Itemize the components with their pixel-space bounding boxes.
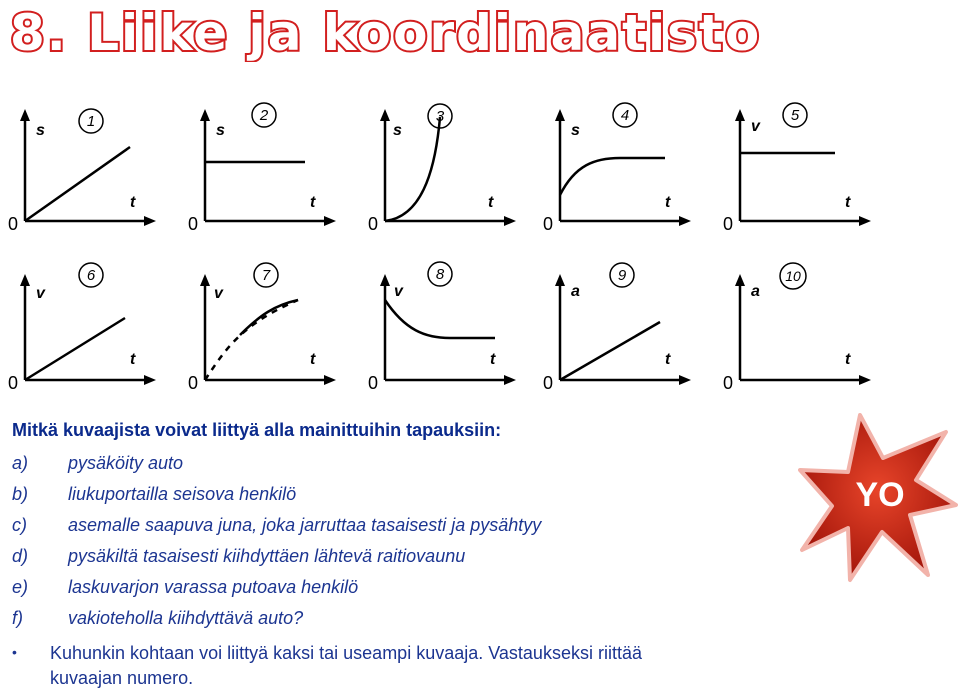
- x-axis-label: t: [310, 351, 316, 368]
- x-axis-label: t: [310, 194, 316, 211]
- title-text: 8. Liike ja koordinaatisto: [10, 4, 762, 62]
- option-key: f): [12, 608, 23, 628]
- y-axis-arrow: [555, 274, 565, 286]
- graph-number: 10: [785, 268, 801, 284]
- option-key: b): [12, 484, 29, 504]
- x-axis-arrow: [144, 375, 156, 385]
- x-axis-label: t: [490, 351, 496, 368]
- bullet-icon: •: [12, 644, 17, 660]
- graph-7: [180, 260, 340, 420]
- yo-badge: [798, 410, 958, 585]
- y-axis-label: s: [571, 122, 580, 139]
- x-axis-label: t: [130, 351, 136, 368]
- graph-number: 4: [620, 107, 630, 124]
- graph-number: 5: [790, 107, 800, 124]
- graph-number: 9: [617, 267, 627, 284]
- x-axis-arrow: [144, 216, 156, 226]
- note-continuation: [50, 668, 193, 689]
- graph-number: 6: [86, 267, 96, 284]
- y-axis-arrow: [735, 274, 745, 286]
- x-axis-label: t: [665, 351, 671, 368]
- option-text: liukuportailla seisova henkilö: [68, 484, 297, 504]
- note-bullet-item: [12, 643, 642, 664]
- graph-6: [0, 260, 160, 420]
- x-axis-arrow: [859, 375, 871, 385]
- option-key: d): [12, 546, 29, 566]
- option-e: [12, 577, 358, 598]
- y-axis-label: v: [214, 285, 223, 302]
- y-axis-arrow: [20, 109, 30, 121]
- y-axis-arrow: [200, 274, 210, 286]
- origin-label: 0: [543, 214, 554, 234]
- option-text: pysäköity auto: [68, 453, 184, 473]
- x-axis-label: t: [130, 194, 136, 211]
- x-axis-arrow: [324, 375, 336, 385]
- graph-1: [0, 95, 160, 255]
- y-axis-label: s: [393, 122, 402, 139]
- y-axis-label: a: [571, 283, 580, 300]
- question-heading: Mitkä kuvaajista voivat liittyä alla mainittuihin tapauksiin:: [12, 420, 502, 440]
- option-text: laskuvarjon varassa putoava henkilö: [68, 577, 359, 597]
- x-axis-label: t: [845, 194, 851, 211]
- origin-label: 0: [8, 214, 19, 234]
- option-key: a): [12, 453, 29, 473]
- option-c: [12, 515, 541, 536]
- x-axis-label: t: [488, 194, 494, 211]
- y-axis-label: s: [36, 122, 45, 139]
- x-axis-arrow: [679, 216, 691, 226]
- origin-label: 0: [723, 214, 734, 234]
- option-d: [12, 546, 465, 567]
- graph-number: 1: [86, 113, 96, 130]
- option-key: c): [12, 515, 27, 535]
- x-axis-arrow: [504, 375, 516, 385]
- x-axis-arrow: [679, 375, 691, 385]
- y-axis-arrow: [735, 109, 745, 121]
- x-axis-label: t: [665, 194, 671, 211]
- y-axis-arrow: [200, 109, 210, 121]
- x-axis-arrow: [324, 216, 336, 226]
- y-axis-label: a: [751, 283, 760, 300]
- graph-10: [715, 260, 875, 420]
- origin-label: 0: [188, 214, 199, 234]
- y-axis-arrow: [380, 109, 390, 121]
- origin-label: 0: [188, 373, 199, 393]
- origin-label: 0: [723, 373, 734, 393]
- option-f: [12, 608, 303, 629]
- note-line-1: Kuhunkin kohtaan voi liittyä kaksi tai useampi kuvaaja. Vastaukseksi riittää: [50, 643, 642, 663]
- graph-3: [360, 95, 520, 255]
- y-axis-label: s: [216, 122, 225, 139]
- page-title: [6, 0, 886, 62]
- graph-9: [535, 260, 695, 420]
- y-axis-label: v: [394, 283, 403, 300]
- y-axis-label: v: [751, 118, 760, 135]
- x-axis-arrow: [504, 216, 516, 226]
- graph-8: [360, 260, 520, 420]
- option-key: e): [12, 577, 29, 597]
- origin-label: 0: [368, 373, 379, 393]
- graph-4: [535, 95, 695, 255]
- origin-label: 0: [368, 214, 379, 234]
- graph-number: 3: [435, 108, 445, 125]
- x-axis-label: t: [845, 351, 851, 368]
- x-axis-arrow: [859, 216, 871, 226]
- y-axis-arrow: [380, 274, 390, 286]
- graph-5: [715, 95, 875, 255]
- y-axis-label: v: [36, 285, 45, 302]
- note-line-2: kuvaajan numero.: [50, 668, 194, 688]
- option-text: vakioteholla kiihdyttävä auto?: [68, 608, 304, 628]
- origin-label: 0: [8, 373, 19, 393]
- y-axis-arrow: [20, 274, 30, 286]
- graph-number: 8: [435, 266, 445, 283]
- graph-2: [180, 95, 340, 255]
- badge-text: YO: [855, 476, 905, 514]
- option-b: [12, 484, 296, 505]
- origin-label: 0: [543, 373, 554, 393]
- graph-number: 7: [261, 267, 271, 284]
- y-axis-arrow: [555, 109, 565, 121]
- graph-number: 2: [259, 107, 269, 124]
- option-text: pysäkiltä tasaisesti kiihdyttäen lähtevä raitiovaunu: [68, 546, 466, 566]
- option-text: asemalle saapuva juna, joka jarruttaa tasaisesti ja pysähtyy: [68, 515, 542, 535]
- option-a: [12, 453, 183, 474]
